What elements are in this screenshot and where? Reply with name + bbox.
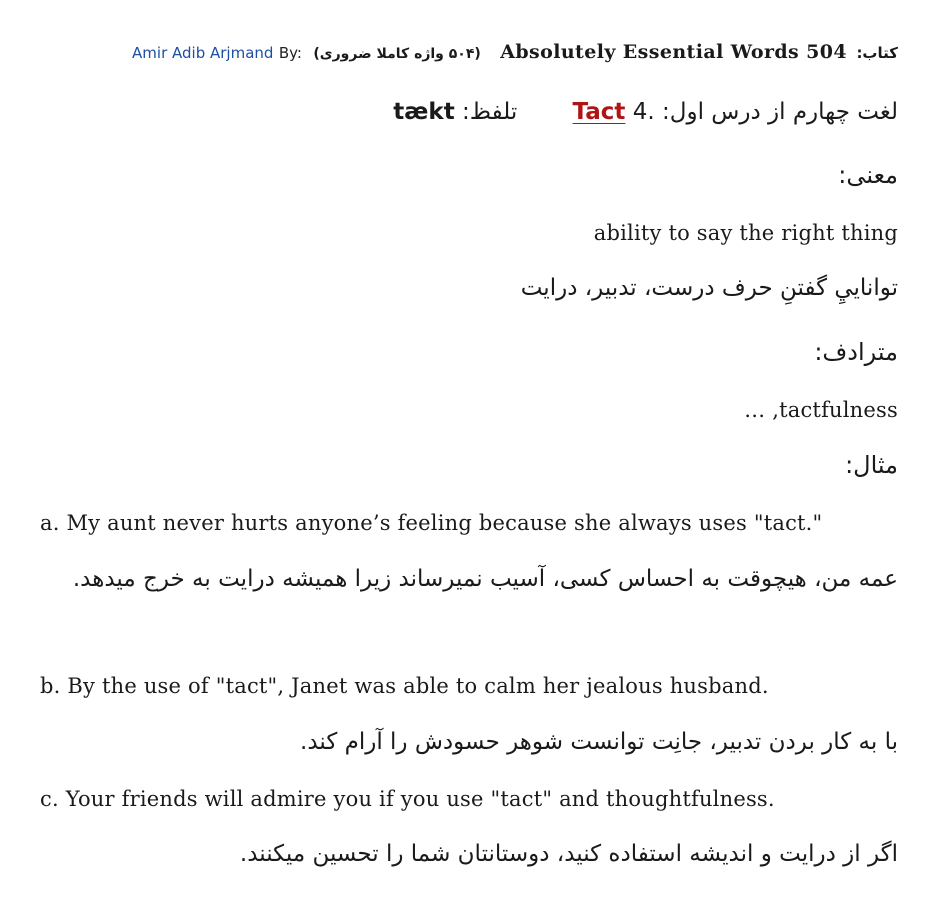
pronunciation-label: تلفظ:: [462, 99, 518, 125]
example-c-english: c. Your friends will admire you if you use "tact" and thoughtfulness.: [40, 787, 775, 811]
meaning-persian: توانایيِ گفتنِ حرف درست، تدبیر، درایت: [520, 275, 898, 301]
example-b-english: b. By the use of "tact", Janet was able to calm her jealous husband.: [40, 674, 769, 698]
meaning-english: ability to say the right thing: [593, 221, 898, 245]
book-subtitle: (۵۰۴ واژه کاملا ضروری): [313, 46, 481, 62]
example-c-persian: اگر از درایت و اندیشه استفاده کنید، دوستانتان شما را تحسین میکنند.: [239, 841, 898, 867]
book-title: Absolutely Essential Words 504: [500, 41, 848, 63]
pronunciation-value: tækt: [393, 99, 455, 125]
author-link[interactable]: Amir Adib Arjmand: [132, 44, 274, 62]
synonyms-heading: مترادف:: [814, 338, 898, 366]
word-line: [393, 92, 898, 132]
word-number: 4.: [632, 99, 655, 125]
synonyms-text: tactfulness, …: [744, 398, 898, 422]
word-link[interactable]: Tact: [572, 99, 626, 125]
meaning-heading: معنی:: [838, 161, 898, 189]
example-b-persian: با به کار بردن تدبیر، جانِت توانست شوهر حسودش را آرام کند.: [300, 729, 898, 755]
author-by-label: By:: [278, 44, 302, 62]
book-label: کتاب:: [856, 44, 898, 62]
example-a-english: a. My aunt never hurts anyone’s feeling because she always uses "tact.": [40, 511, 823, 535]
example-a-persian: عمه من، هیچوقت به احساس کسی، آسیب نمیرساند زیرا همیشه درایت به خرج میدهد.: [72, 566, 898, 592]
lesson-label: لغت چهارم از درس اول:: [662, 99, 898, 125]
book-header: [132, 36, 898, 70]
examples-heading: مثال:: [845, 451, 898, 479]
